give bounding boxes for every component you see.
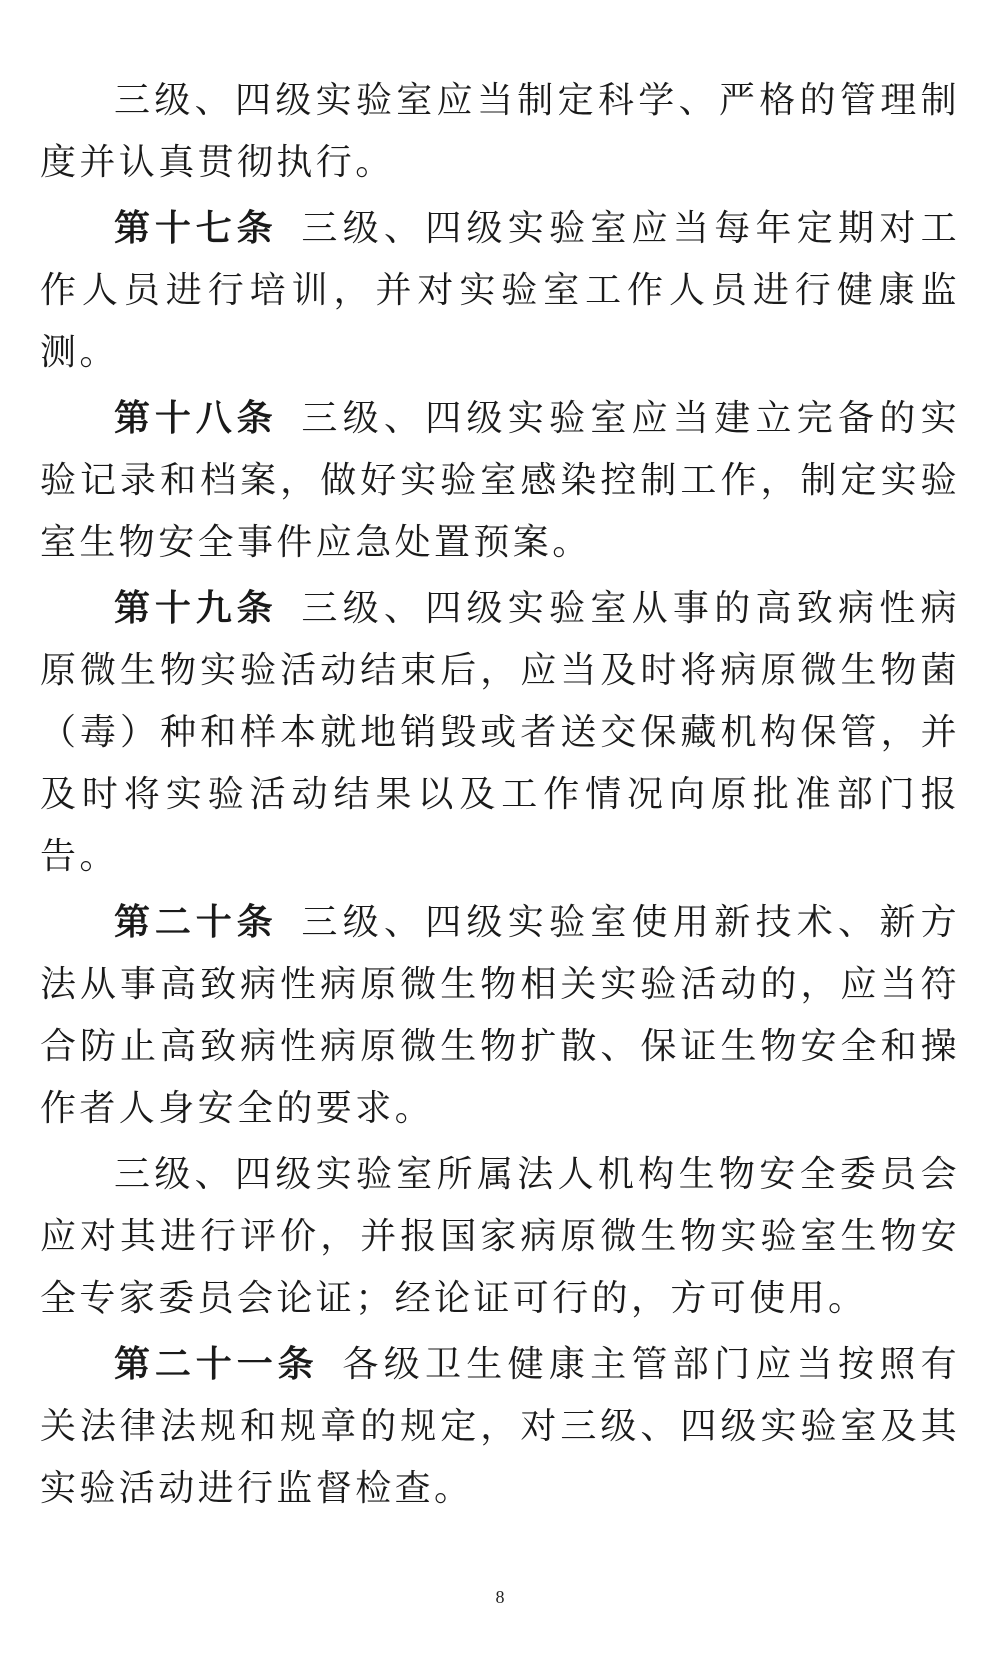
- paragraph-6: [40, 1144, 960, 1330]
- paragraph-text: 三级、四级实验室应当每年定期对工作人员进行培训，并对实验室工作人员进行健康监测。: [40, 208, 960, 373]
- article-19: [40, 578, 960, 888]
- page-number: 8: [495, 1587, 505, 1607]
- paragraph-text: 各级卫生健康主管部门应当按照有关法律法规和规章的规定，对三级、四级实验室及其实验活动进行监督检查。: [40, 1344, 960, 1509]
- article-17: [40, 198, 960, 384]
- document-body: [40, 70, 960, 1524]
- paragraph-1: [40, 70, 960, 194]
- article-number: 第十九条: [114, 588, 278, 629]
- article-21: [40, 1334, 960, 1520]
- paragraph-text: 三级、四级实验室使用新技术、新方法从事高致病性病原微生物相关实验活动的，应当符合防止高致病性病原微生物扩散、保证生物安全和操作者人身安全的要求。: [40, 902, 960, 1129]
- article-20: [40, 892, 960, 1140]
- article-number: 第十八条: [114, 398, 278, 439]
- paragraph-text: 三级、四级实验室应当建立完备的实验记录和档案，做好实验室感染控制工作，制定实验室生物安全事件应急处置预案。: [40, 398, 960, 563]
- paragraph-text: 三级、四级实验室所属法人机构生物安全委员会应对其进行评价，并报国家病原微生物实验室生物安全专家委员会论证；经论证可行的，方可使用。: [40, 1154, 960, 1319]
- paragraph-text: 三级、四级实验室从事的高致病性病原微生物实验活动结束后，应当及时将病原微生物菌（毒）种和样本就地销毁或者送交保藏机构保管，并及时将实验活动结果以及工作情况向原批准部门报告。: [40, 588, 960, 877]
- article-number: 第二十条: [114, 902, 278, 943]
- article-number: 第二十一条: [114, 1344, 319, 1385]
- article-18: [40, 388, 960, 574]
- article-number: 第十七条: [114, 208, 278, 249]
- paragraph-text: 三级、四级实验室应当制定科学、严格的管理制度并认真贯彻执行。: [40, 80, 960, 183]
